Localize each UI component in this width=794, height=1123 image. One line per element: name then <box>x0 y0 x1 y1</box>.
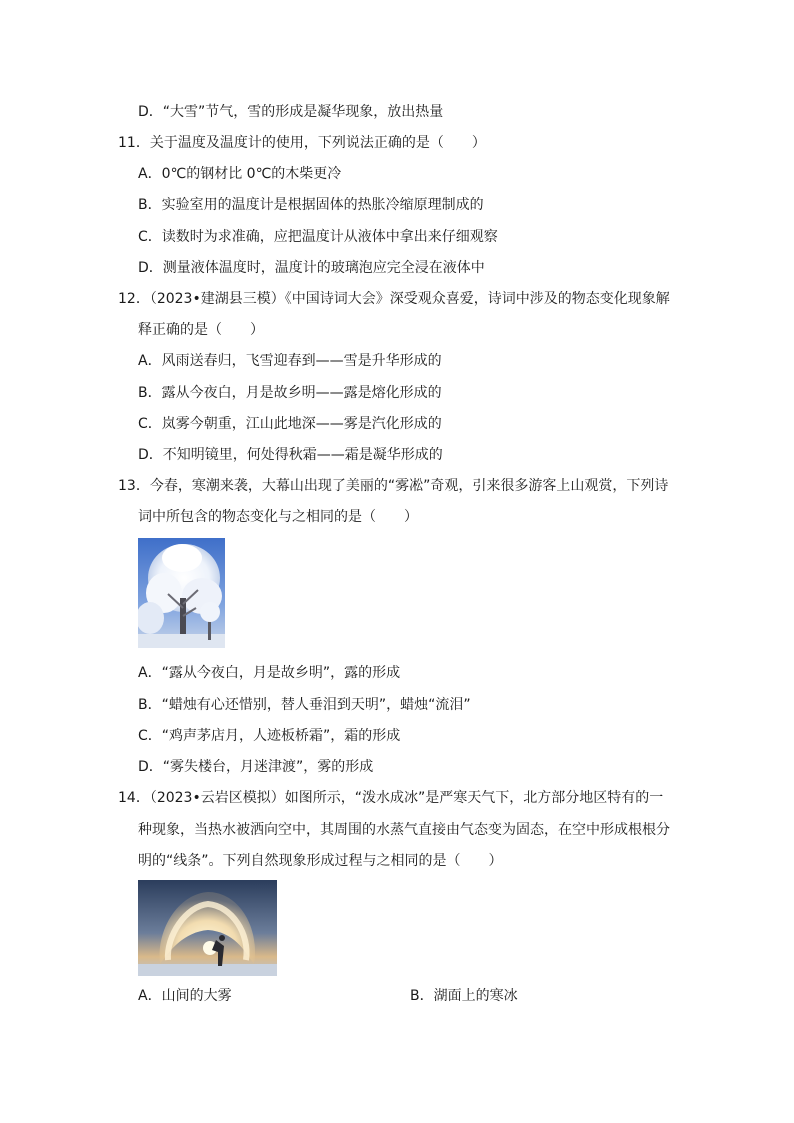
q13-stem-line2: 词中所包含的物态变化与之相同的是（ ） <box>138 509 418 525</box>
q13-option-b: B．“蜡烛有心还惜别，替人垂泪到天明”，蜡烛“流泪” <box>138 697 471 713</box>
q13-option-c: C．“鸡声茅店月，人迹板桥霜”，霜的形成 <box>138 728 401 744</box>
q10-option-d: D．“大雪”节气，雪的形成是凝华现象，放出热量 <box>138 104 444 120</box>
rime-frost-tree-photo <box>138 538 225 648</box>
q13-option-d: D．“雾失楼台，月迷津渡”，雾的形成 <box>138 759 374 775</box>
q11-option-b: B．实验室用的温度计是根据固体的热胀冷缩原理制成的 <box>138 197 484 213</box>
q13-stem-line1: 13．今春，寒潮来袭，大幕山出现了美丽的“雾凇”奇观，引来很多游客上山观赏，下列诗 <box>118 478 669 494</box>
q13-option-a: A．“露从今夜白，月是故乡明”，露的形成 <box>138 665 401 681</box>
q11-option-a: A．0℃的钢材比 0℃的木柴更冷 <box>138 166 342 182</box>
q12-option-b: B．露从今夜白，月是故乡明——露是熔化形成的 <box>138 385 442 401</box>
q12-stem-line2: 释正确的是（ ） <box>138 322 264 338</box>
q14-stem-line1: 14．（2023•云岩区模拟）如图所示，“泼水成冰”是严寒天气下，北方部分地区特有的一 <box>118 790 664 806</box>
q11-option-d: D．测量液体温度时，温度计的玻璃泡应完全浸在液体中 <box>138 260 485 276</box>
q14-option-b: B．湖面上的寒冰 <box>410 988 518 1004</box>
q14-option-a: A．山间的大雾 <box>138 988 232 1004</box>
q12-option-d: D．不知明镜里，何处得秋霜——霜是凝华形成的 <box>138 447 443 463</box>
q12-option-c: C．岚雾今朝重，江山此地深——雾是汽化形成的 <box>138 416 442 432</box>
q11-stem: 11．关于温度及温度计的使用，下列说法正确的是（ ） <box>118 135 486 151</box>
q12-stem-line1: 12．（2023•建湖县三模）《中国诗词大会》深受观众喜爱，诗词中涉及的物态变化现象解 <box>118 291 670 307</box>
splash-water-into-ice-photo <box>138 880 277 976</box>
q12-option-a: A．风雨送春归，飞雪迎春到——雪是升华形成的 <box>138 353 442 369</box>
q14-stem-line3: 明的“线条”。下列自然现象形成过程与之相同的是（ ） <box>138 853 503 869</box>
q11-option-c: C．读数时为求准确，应把温度计从液体中拿出来仔细观察 <box>138 229 498 245</box>
q14-stem-line2: 种现象，当热水被洒向空中，其周围的水蒸气直接由气态变为固态，在空中形成根根分 <box>138 822 670 838</box>
